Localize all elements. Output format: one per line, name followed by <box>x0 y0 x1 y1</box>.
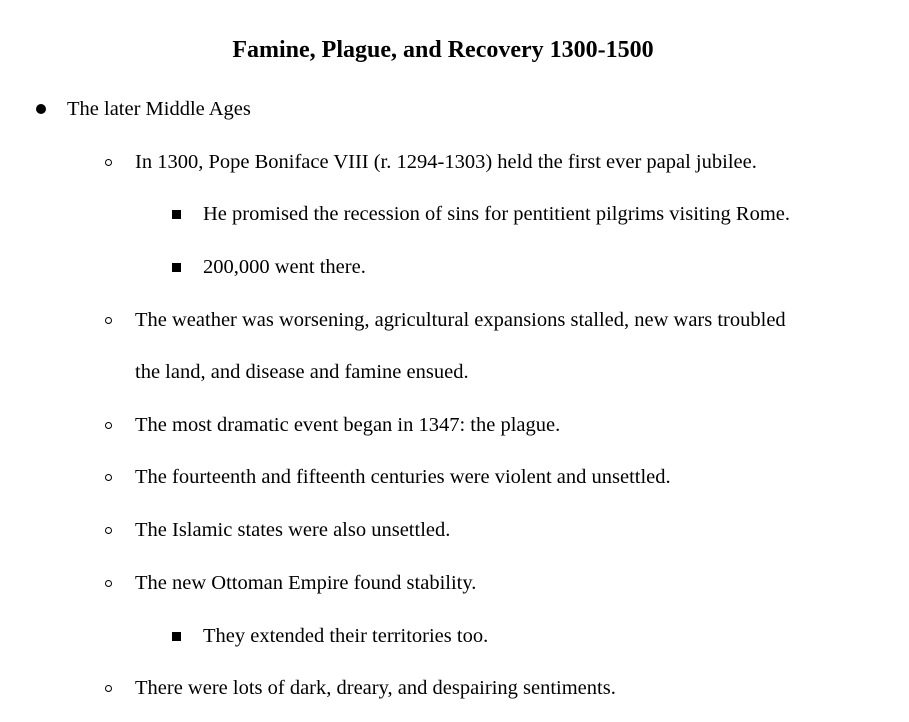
bullet-disc-icon <box>35 94 47 124</box>
bullet-circle-icon <box>102 410 114 440</box>
bullet-square-icon <box>170 199 182 229</box>
list-item-text: The weather was worsening, agricultural expansions stalled, new wars troubled <box>135 309 786 331</box>
list-item-text: The later Middle Ages <box>67 98 251 120</box>
bullet-square-icon <box>170 621 182 651</box>
list-item-text: In 1300, Pope Boniface VIII (r. 1294-1303) held the first ever papal jubilee. <box>135 151 757 173</box>
list-item-text: They extended their territories too. <box>203 625 489 647</box>
list-item-text: There were lots of dark, dreary, and despairing sentiments. <box>135 677 616 699</box>
list-item-text-continuation: the land, and disease and famine ensued. <box>135 361 469 383</box>
list-item-text: The most dramatic event began in 1347: the plague. <box>135 414 561 436</box>
bullet-circle-icon <box>102 673 114 703</box>
bullet-circle-icon <box>102 462 114 492</box>
bullet-circle-icon <box>102 568 114 598</box>
bullet-square-icon <box>170 252 182 282</box>
list-item-text: He promised the recession of sins for pentitient pilgrims visiting Rome. <box>203 203 791 225</box>
bullet-circle-icon <box>102 515 114 545</box>
list-item-text: The fourteenth and fifteenth centuries were violent and unsettled. <box>135 466 671 488</box>
list-item-text: The Islamic states were also unsettled. <box>135 519 451 541</box>
bullet-circle-icon <box>102 305 114 335</box>
document-title: Famine, Plague, and Recovery 1300-1500 <box>232 37 654 63</box>
list-item-text: The new Ottoman Empire found stability. <box>135 572 477 594</box>
list-item-text: 200,000 went there. <box>203 256 366 278</box>
bullet-circle-icon <box>102 147 114 177</box>
